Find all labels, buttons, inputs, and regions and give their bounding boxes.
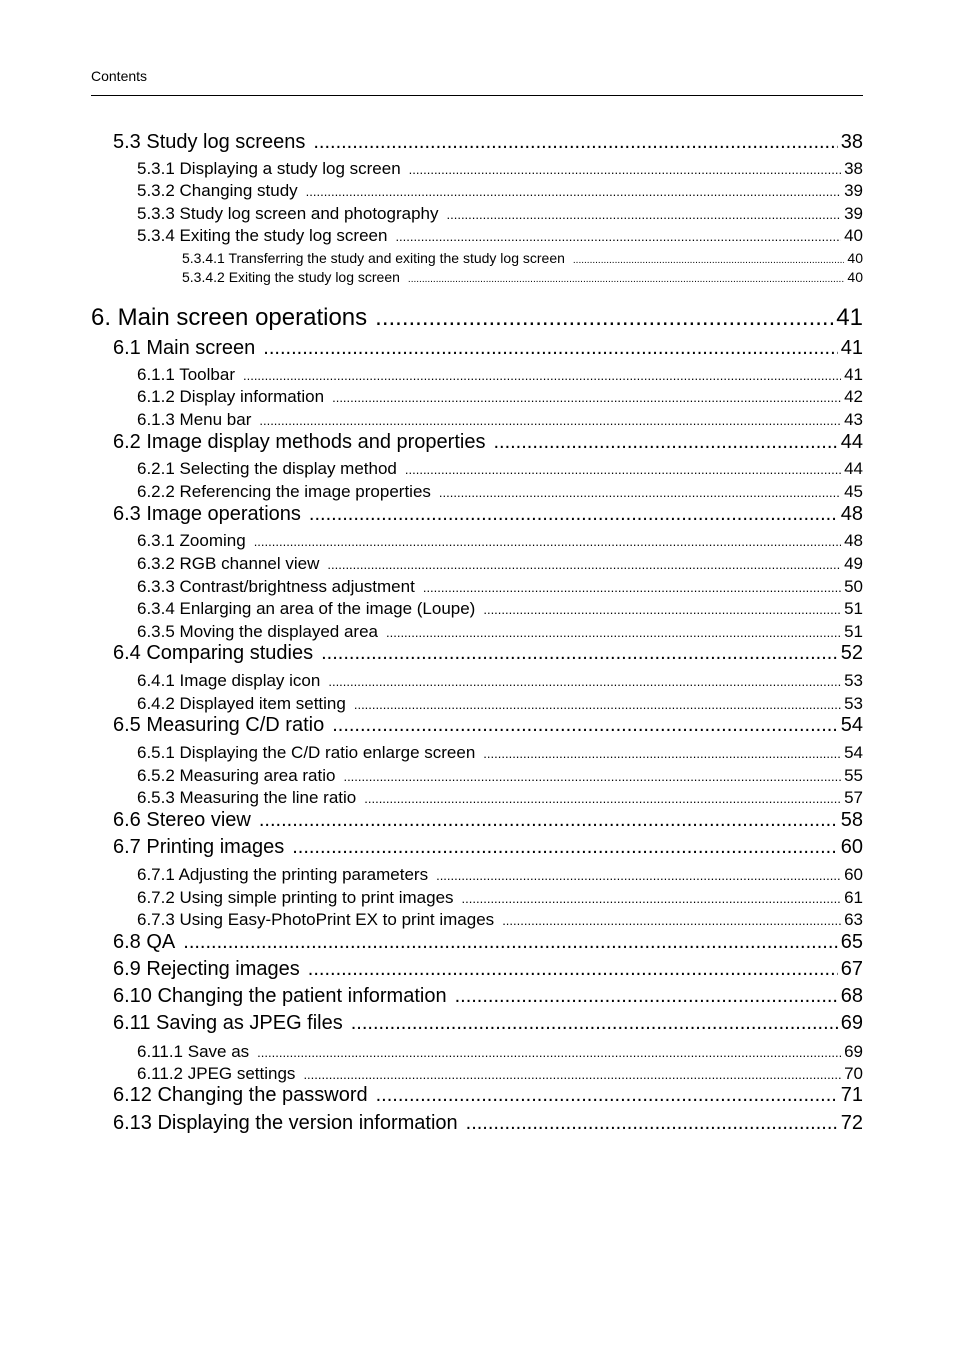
toc-leader-dots bbox=[409, 163, 841, 176]
toc-entry[interactable] bbox=[113, 810, 863, 830]
toc-entry-title: 6.10 Changing the patient information bbox=[113, 985, 447, 1007]
toc-entry[interactable] bbox=[182, 270, 863, 285]
toc-entry-title: 6.5 Measuring C/D ratio bbox=[113, 714, 325, 736]
toc-entry-title: 5.3.2 Changing study bbox=[137, 181, 298, 200]
toc-leader-dots bbox=[364, 792, 841, 805]
toc-entry-page: 60 bbox=[840, 836, 863, 858]
toc-entry[interactable] bbox=[137, 578, 863, 595]
toc-entry-page: 63 bbox=[844, 910, 863, 929]
toc-entry[interactable] bbox=[113, 338, 863, 358]
toc-entry-page: 48 bbox=[844, 531, 863, 550]
toc-leader-dots bbox=[436, 869, 841, 882]
toc-leader-dots bbox=[375, 306, 833, 330]
toc-leader-dots bbox=[447, 208, 842, 221]
toc-entry-title: 6.2 Image display methods and properties bbox=[113, 431, 486, 453]
toc-entry[interactable] bbox=[182, 251, 863, 266]
toc-leader-dots bbox=[408, 275, 845, 285]
toc-entry-title: 6.9 Rejecting images bbox=[113, 958, 300, 980]
toc-entry-page: 58 bbox=[840, 809, 863, 831]
toc-leader-dots bbox=[309, 504, 838, 524]
toc-leader-dots bbox=[493, 432, 837, 452]
toc-entry-page: 53 bbox=[844, 671, 863, 690]
toc-entry-page: 38 bbox=[844, 159, 863, 178]
toc-entry-title: 6.7.2 Using simple printing to print images bbox=[137, 888, 454, 907]
toc-entry-title: 5.3 Study log screens bbox=[113, 131, 306, 153]
toc-leader-dots bbox=[573, 256, 845, 266]
toc-leader-dots bbox=[313, 132, 837, 152]
toc-entry-title: 5.3.4 Exiting the study log screen bbox=[137, 226, 388, 245]
toc-entry[interactable] bbox=[137, 483, 863, 500]
toc-entry[interactable] bbox=[113, 1013, 863, 1033]
toc-entry-page: 50 bbox=[844, 577, 863, 596]
toc-entry-page: 71 bbox=[840, 1084, 863, 1106]
toc-entry-page: 40 bbox=[847, 250, 863, 266]
toc-entry-title: 6.3 Image operations bbox=[113, 503, 301, 525]
toc-entry-page: 41 bbox=[836, 304, 863, 331]
toc-entry-title: 6.13 Displaying the version information bbox=[113, 1112, 458, 1134]
toc-leader-dots bbox=[183, 932, 837, 952]
toc-entry[interactable] bbox=[137, 1065, 863, 1082]
toc-entry-page: 54 bbox=[844, 743, 863, 762]
toc-entry[interactable] bbox=[137, 555, 863, 572]
toc-entry-page: 65 bbox=[840, 931, 863, 953]
toc-leader-dots bbox=[243, 369, 841, 382]
toc-entry-title: 6. Main screen operations bbox=[91, 304, 368, 331]
toc-entry[interactable] bbox=[137, 866, 863, 883]
toc-leader-dots bbox=[395, 230, 841, 243]
toc-leader-dots bbox=[439, 486, 841, 499]
toc-entry[interactable] bbox=[137, 460, 863, 477]
toc-leader-dots bbox=[462, 892, 842, 905]
toc-entry-title: 6.4.1 Image display icon bbox=[137, 671, 321, 690]
toc-entry[interactable] bbox=[113, 986, 863, 1006]
toc-entry-title: 6.3.1 Zooming bbox=[137, 531, 246, 550]
toc-leader-dots bbox=[292, 837, 838, 857]
toc-entry-page: 41 bbox=[844, 365, 863, 384]
toc-leader-dots bbox=[257, 1046, 841, 1059]
toc-entry[interactable] bbox=[137, 744, 863, 761]
toc-entry[interactable] bbox=[113, 504, 863, 524]
toc-leader-dots bbox=[332, 391, 841, 404]
toc-leader-dots bbox=[351, 1013, 838, 1033]
toc-leader-dots bbox=[321, 643, 838, 663]
toc-entry-page: 42 bbox=[844, 387, 863, 406]
toc-leader-dots bbox=[259, 414, 841, 427]
toc-entry[interactable] bbox=[113, 643, 863, 663]
toc-entry-page: 61 bbox=[844, 888, 863, 907]
toc-entry[interactable] bbox=[113, 959, 863, 979]
toc-entry-page: 51 bbox=[844, 622, 863, 641]
toc-entry[interactable] bbox=[113, 132, 863, 152]
toc-leader-dots bbox=[386, 626, 841, 639]
toc-leader-dots bbox=[354, 698, 841, 711]
toc-entry[interactable] bbox=[137, 388, 863, 405]
toc-entry-title: 6.2.2 Referencing the image properties bbox=[137, 482, 431, 501]
toc-entry-title: 6.1.2 Display information bbox=[137, 387, 325, 406]
toc-entry[interactable] bbox=[137, 1043, 863, 1060]
toc-entry-page: 44 bbox=[844, 459, 863, 478]
toc-leader-dots bbox=[483, 747, 841, 760]
toc-entry[interactable] bbox=[137, 366, 863, 383]
toc-entry[interactable] bbox=[137, 767, 863, 784]
toc-entry-page: 55 bbox=[844, 766, 863, 785]
toc-entry-title: 6.7.1 Adjusting the printing parameters bbox=[137, 865, 429, 884]
toc-entry-title: 6.3.4 Enlarging an area of the image (Loupe) bbox=[137, 599, 476, 618]
toc-entry-title: 6.4 Comparing studies bbox=[113, 642, 314, 664]
toc-entry-page: 40 bbox=[847, 269, 863, 285]
toc-entry-page: 43 bbox=[844, 410, 863, 429]
toc-entry-title: 6.3.2 RGB channel view bbox=[137, 554, 320, 573]
toc-entry-title: 6.11.2 JPEG settings bbox=[137, 1064, 296, 1083]
toc-entry-title: 6.5.1 Displaying the C/D ratio enlarge screen bbox=[137, 743, 476, 762]
toc-entry-page: 38 bbox=[840, 131, 863, 153]
toc-entry-title: 6.8 QA bbox=[113, 931, 176, 953]
toc-leader-dots bbox=[303, 1068, 841, 1081]
toc-entry-title: 6.1 Main screen bbox=[113, 337, 256, 359]
toc-leader-dots bbox=[483, 603, 841, 616]
toc-entry-title: 6.7.3 Using Easy-PhotoPrint EX to print images bbox=[137, 910, 495, 929]
toc-entry-page: 69 bbox=[844, 1042, 863, 1061]
toc-leader-dots bbox=[259, 810, 838, 830]
toc-entry[interactable] bbox=[137, 695, 863, 712]
toc-leader-dots bbox=[308, 959, 838, 979]
toc-entry-page: 70 bbox=[844, 1064, 863, 1083]
toc-entry[interactable] bbox=[137, 911, 863, 928]
toc-entry-title: 6.3.5 Moving the displayed area bbox=[137, 622, 378, 641]
toc-entry-page: 39 bbox=[844, 204, 863, 223]
toc-leader-dots bbox=[466, 1113, 838, 1133]
toc-entry-title: 6.7 Printing images bbox=[113, 836, 285, 858]
toc-entry[interactable] bbox=[137, 532, 863, 549]
toc-entry-title: 5.3.1 Displaying a study log screen bbox=[137, 159, 401, 178]
toc-entry-title: 6.12 Changing the password bbox=[113, 1084, 368, 1106]
toc-entry[interactable] bbox=[137, 672, 863, 689]
toc-entry-page: 45 bbox=[844, 482, 863, 501]
toc-entry-page: 51 bbox=[844, 599, 863, 618]
toc-entry-title: 6.6 Stereo view bbox=[113, 809, 251, 831]
toc-entry-page: 68 bbox=[840, 985, 863, 1007]
toc-entry[interactable] bbox=[137, 160, 863, 177]
toc-entry-page: 69 bbox=[840, 1012, 863, 1034]
toc-entry-title: 6.1.3 Menu bar bbox=[137, 410, 252, 429]
toc-leader-dots bbox=[306, 185, 841, 198]
toc-leader-dots bbox=[254, 535, 841, 548]
toc-entry[interactable] bbox=[137, 411, 863, 428]
toc-leader-dots bbox=[332, 715, 838, 735]
toc-entry-title: 5.3.3 Study log screen and photography bbox=[137, 204, 439, 223]
toc-entry[interactable] bbox=[113, 1085, 863, 1105]
toc-entry-page: 41 bbox=[840, 337, 863, 359]
toc-entry-page: 54 bbox=[840, 714, 863, 736]
toc-leader-dots bbox=[376, 1085, 838, 1105]
toc-entry[interactable] bbox=[113, 837, 863, 857]
toc-entry-page: 44 bbox=[840, 431, 863, 453]
toc-entry-page: 40 bbox=[844, 226, 863, 245]
toc-entry[interactable] bbox=[137, 227, 863, 244]
toc-leader-dots bbox=[263, 338, 837, 358]
toc-entry-page: 48 bbox=[840, 503, 863, 525]
toc-leader-dots bbox=[423, 581, 841, 594]
toc-entry-title: 6.5.2 Measuring area ratio bbox=[137, 766, 336, 785]
toc-entry-page: 57 bbox=[844, 788, 863, 807]
toc-entry[interactable] bbox=[113, 432, 863, 452]
toc-entry-title: 5.3.4.1 Transferring the study and exiting the study log screen bbox=[182, 250, 565, 266]
toc-leader-dots bbox=[327, 558, 841, 571]
toc-entry-title: 6.2.1 Selecting the display method bbox=[137, 459, 397, 478]
toc-entry[interactable] bbox=[137, 182, 863, 199]
toc-entry-page: 53 bbox=[844, 694, 863, 713]
toc-entry[interactable] bbox=[113, 715, 863, 735]
toc-leader-dots bbox=[328, 675, 841, 688]
toc-entry[interactable] bbox=[137, 623, 863, 640]
toc-entry-page: 72 bbox=[840, 1112, 863, 1134]
toc-entry-page: 52 bbox=[840, 642, 863, 664]
toc-entry-title: 6.4.2 Displayed item setting bbox=[137, 694, 346, 713]
toc-entry[interactable] bbox=[113, 932, 863, 952]
toc-entry[interactable] bbox=[137, 889, 863, 906]
toc-entry[interactable] bbox=[137, 600, 863, 617]
toc-entry-page: 60 bbox=[844, 865, 863, 884]
toc-entry[interactable] bbox=[137, 205, 863, 222]
toc-entry[interactable] bbox=[91, 306, 863, 330]
toc-entry-title: 6.1.1 Toolbar bbox=[137, 365, 235, 384]
running-header: Contents bbox=[91, 68, 148, 84]
toc-entry-title: 6.11.1 Save as bbox=[137, 1042, 250, 1061]
toc-entry[interactable] bbox=[137, 789, 863, 806]
toc-entry-title: 5.3.4.2 Exiting the study log screen bbox=[182, 269, 400, 285]
toc-leader-dots bbox=[502, 914, 841, 927]
toc-entry[interactable] bbox=[113, 1113, 863, 1133]
toc-entry-title: 6.5.3 Measuring the line ratio bbox=[137, 788, 357, 807]
toc-entry-title: 6.11 Saving as JPEG files bbox=[113, 1012, 343, 1034]
toc-leader-dots bbox=[455, 986, 838, 1006]
toc-leader-dots bbox=[343, 770, 841, 783]
toc-leader-dots bbox=[405, 463, 841, 476]
toc-entry-title: 6.3.3 Contrast/brightness adjustment bbox=[137, 577, 415, 596]
toc-entry-page: 67 bbox=[840, 958, 863, 980]
toc-entry-page: 49 bbox=[844, 554, 863, 573]
toc-entry-page: 39 bbox=[844, 181, 863, 200]
